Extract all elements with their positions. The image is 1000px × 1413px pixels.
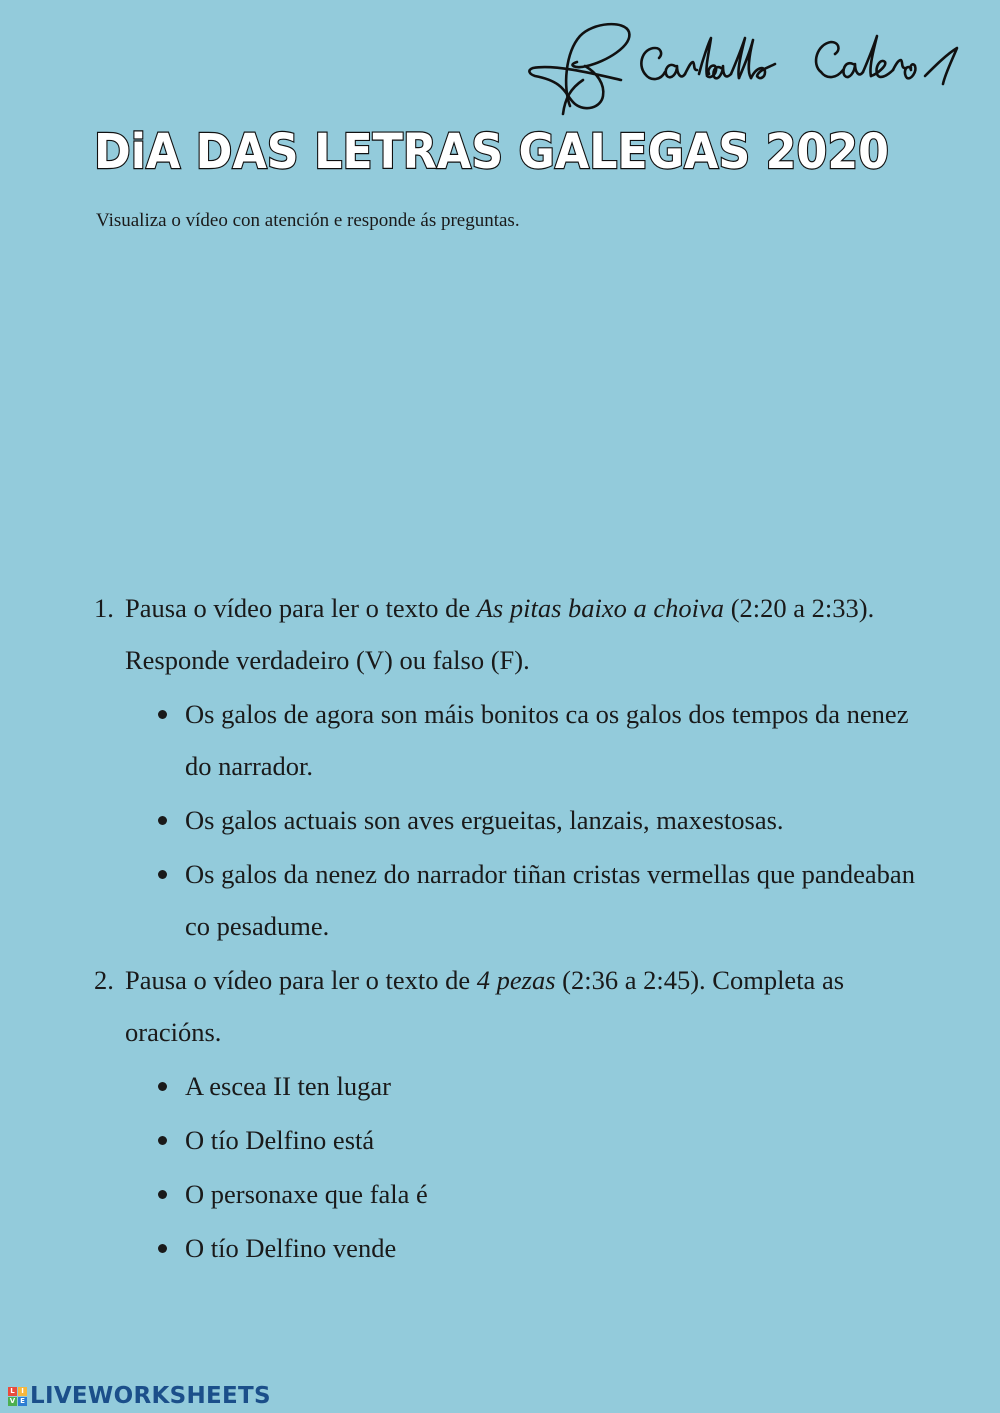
work-title: 4 pezas bbox=[476, 965, 556, 995]
question-2 bbox=[94, 954, 924, 1274]
logo-letter: L bbox=[8, 1387, 17, 1396]
bullet-icon bbox=[158, 1082, 167, 1091]
bullet-icon bbox=[158, 1190, 167, 1199]
question-text-start: Pausa o vídeo para ler o texto de bbox=[125, 593, 477, 623]
logo-letter: E bbox=[18, 1397, 27, 1406]
list-item bbox=[185, 1060, 924, 1112]
list-item-text: Os galos de agora son máis bonitos ca os galos dos tempos da nenez do narrador. bbox=[185, 699, 909, 781]
video-area bbox=[96, 250, 904, 570]
work-title: As pitas baixo a choiva bbox=[476, 593, 725, 623]
list-item bbox=[185, 848, 924, 952]
list-item-text: O tío Delfino está bbox=[185, 1125, 375, 1155]
list-item-text: Os galos actuais son aves ergueitas, lanzais, maxestosas. bbox=[185, 805, 784, 835]
list-item-text: O personaxe que fala é bbox=[185, 1179, 428, 1209]
question-text bbox=[125, 593, 874, 675]
bullet-icon bbox=[158, 870, 167, 879]
question-items bbox=[125, 1060, 924, 1274]
logo-letter: I bbox=[18, 1387, 27, 1396]
list-item bbox=[185, 1168, 924, 1220]
question-items bbox=[125, 688, 924, 952]
instructions-text: Visualiza o vídeo con atención e responde ás preguntas. bbox=[96, 210, 520, 231]
page-title bbox=[92, 118, 912, 188]
logo-letter: V bbox=[9, 1396, 16, 1405]
question-1 bbox=[94, 582, 924, 952]
list-item-text: A escea II ten lugar bbox=[185, 1071, 392, 1101]
question-number: 1. bbox=[94, 593, 114, 623]
logo-icon bbox=[8, 1387, 27, 1406]
bullet-icon bbox=[158, 1136, 167, 1145]
page-title-text: DiA DAS LETRAS GALEGAS 2020 bbox=[94, 124, 889, 180]
question-text bbox=[125, 965, 844, 1047]
question-text-end: (2:20 a 2:33). Responde verdadeiro (V) ou falso (F). bbox=[125, 593, 875, 675]
question-text-end: (2:36 a 2:45). Completa as oracións. bbox=[125, 965, 845, 1047]
question-number: 2. bbox=[94, 965, 114, 995]
list-item bbox=[185, 688, 924, 792]
bullet-icon bbox=[158, 710, 167, 719]
list-item-text: O tío Delfino vende bbox=[185, 1233, 397, 1263]
list-item bbox=[185, 1114, 924, 1166]
question-list bbox=[94, 582, 924, 1276]
bullet-icon bbox=[158, 816, 167, 825]
bullet-icon bbox=[158, 1244, 167, 1253]
logo-text: LIVEWORKSHEETS bbox=[30, 1383, 271, 1409]
liveworksheets-logo[interactable] bbox=[8, 1382, 271, 1410]
list-item-text: Os galos da nenez do narrador tiñan cristas vermellas que pandeaban co pesadume. bbox=[185, 859, 915, 941]
question-text-start: Pausa o vídeo para ler o texto de bbox=[125, 965, 477, 995]
list-item bbox=[185, 1222, 924, 1274]
list-item bbox=[185, 794, 924, 846]
author-signature bbox=[525, 18, 970, 118]
